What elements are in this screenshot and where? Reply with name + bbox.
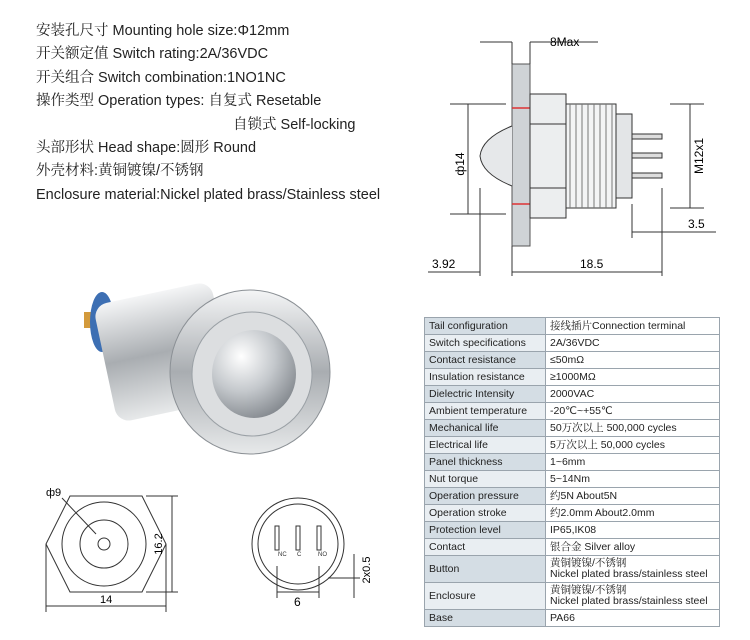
table-value: 50万次以上 500,000 cycles — [546, 420, 720, 437]
table-value-line: Nickel plated brass/stainless steel — [550, 568, 708, 580]
spec-shell: 外壳材料:黄铜镀镍/不锈钢 — [36, 163, 204, 180]
table-value: 约5N About5N — [546, 488, 720, 505]
table-value: 5~14Nm — [546, 471, 720, 488]
table-key: Contact resistance — [425, 352, 546, 369]
table-row — [425, 471, 720, 488]
spec-operation-2: 自锁式 Self-locking — [233, 116, 356, 133]
front-view-drawing — [26, 482, 186, 622]
table-key: Switch specifications — [425, 335, 546, 352]
dim-pin: 2x0.5 — [361, 556, 373, 584]
table-key: Panel thickness — [425, 454, 546, 471]
table-value-line: 黄铜镀镍/不锈钢 — [550, 557, 627, 569]
table-value: 2000VAC — [546, 386, 720, 403]
pin-no-label: NO — [318, 552, 327, 558]
spec-mounting: 安装孔尺寸 Mounting hole size:Φ12mm — [36, 23, 290, 39]
dim-6: 6 — [294, 595, 301, 609]
table-key: Operation pressure — [425, 488, 546, 505]
dim-thread: M12x1 — [692, 137, 706, 175]
table-value-line: Nickel plated brass/stainless steel — [550, 595, 708, 607]
table-key: Insulation resistance — [425, 369, 546, 386]
table-row — [425, 437, 720, 454]
table-value: 接线插片Connection terminal — [546, 318, 720, 335]
table-value: 5万次以上 50,000 cycles — [546, 437, 720, 454]
table-row — [425, 318, 720, 335]
table-row — [425, 420, 720, 437]
spec-operation: 操作类型 Operation types: 自复式 Resetable — [36, 93, 322, 110]
back-view-drawing — [248, 486, 378, 616]
table-key: Enclosure — [425, 583, 546, 610]
table-row — [425, 583, 720, 610]
spec-head: 头部形状 Head shape:圆形 Round — [36, 140, 257, 157]
table-row — [425, 369, 720, 386]
table-value: PA66 — [546, 610, 720, 627]
table-row — [425, 352, 720, 369]
table-row — [425, 386, 720, 403]
spec-table — [424, 317, 720, 627]
table-key: Button — [425, 556, 546, 583]
table-value: -20℃~+55℃ — [546, 403, 720, 420]
table-value: 银合金 Silver alloy — [546, 539, 720, 556]
table-key: Mechanical life — [425, 420, 546, 437]
pin-nc-label: NC — [278, 552, 287, 558]
table-row — [425, 610, 720, 627]
spec-enclosure: Enclosure material:Nickel plated brass/Stainless steel — [36, 186, 381, 203]
dim-14: 14 — [100, 594, 113, 606]
table-row — [425, 403, 720, 420]
table-value: ≤50mΩ — [546, 352, 720, 369]
dim-phi14: ф14 — [453, 152, 467, 176]
table-value: 1~6mm — [546, 454, 720, 471]
table-row — [425, 556, 720, 583]
table-row — [425, 505, 720, 522]
table-value — [546, 556, 720, 583]
table-key: Dielectric Intensity — [425, 386, 546, 403]
dim-3-5: 3.5 — [688, 217, 705, 231]
table-row — [425, 335, 720, 352]
dim-16-2: 16.2 — [153, 533, 165, 555]
pin-c-label: C — [297, 552, 302, 558]
spec-rating: 开关额定值 Switch rating:2A/36VDC — [36, 46, 269, 63]
table-value-line: 黄铜镀镍/不锈钢 — [550, 584, 627, 596]
table-value: ≥1000MΩ — [546, 369, 720, 386]
table-key: Tail configuration — [425, 318, 546, 335]
table-key: Ambient temperature — [425, 403, 546, 420]
spec-combination: 开关组合 Switch combination:1NO1NC — [36, 69, 286, 86]
table-row — [425, 454, 720, 471]
table-row — [425, 488, 720, 505]
product-photo — [70, 262, 340, 472]
table-row — [425, 522, 720, 539]
dim-phi9: ф9 — [46, 487, 62, 499]
table-key: Electrical life — [425, 437, 546, 454]
side-view-drawing — [420, 28, 720, 284]
table-value: IP65,IK08 — [546, 522, 720, 539]
table-row — [425, 539, 720, 556]
dim-3-92: 3.92 — [432, 257, 456, 271]
dim-8max: 8Max — [550, 35, 580, 49]
table-value: 2A/36VDC — [546, 335, 720, 352]
table-value: 约2.0mm About2.0mm — [546, 505, 720, 522]
dim-18-5: 18.5 — [580, 257, 604, 271]
table-key: Contact — [425, 539, 546, 556]
spec-list — [36, 20, 380, 207]
table-key: Nut torque — [425, 471, 546, 488]
table-key: Base — [425, 610, 546, 627]
table-key: Operation stroke — [425, 505, 546, 522]
table-key: Protection level — [425, 522, 546, 539]
table-value — [546, 583, 720, 610]
